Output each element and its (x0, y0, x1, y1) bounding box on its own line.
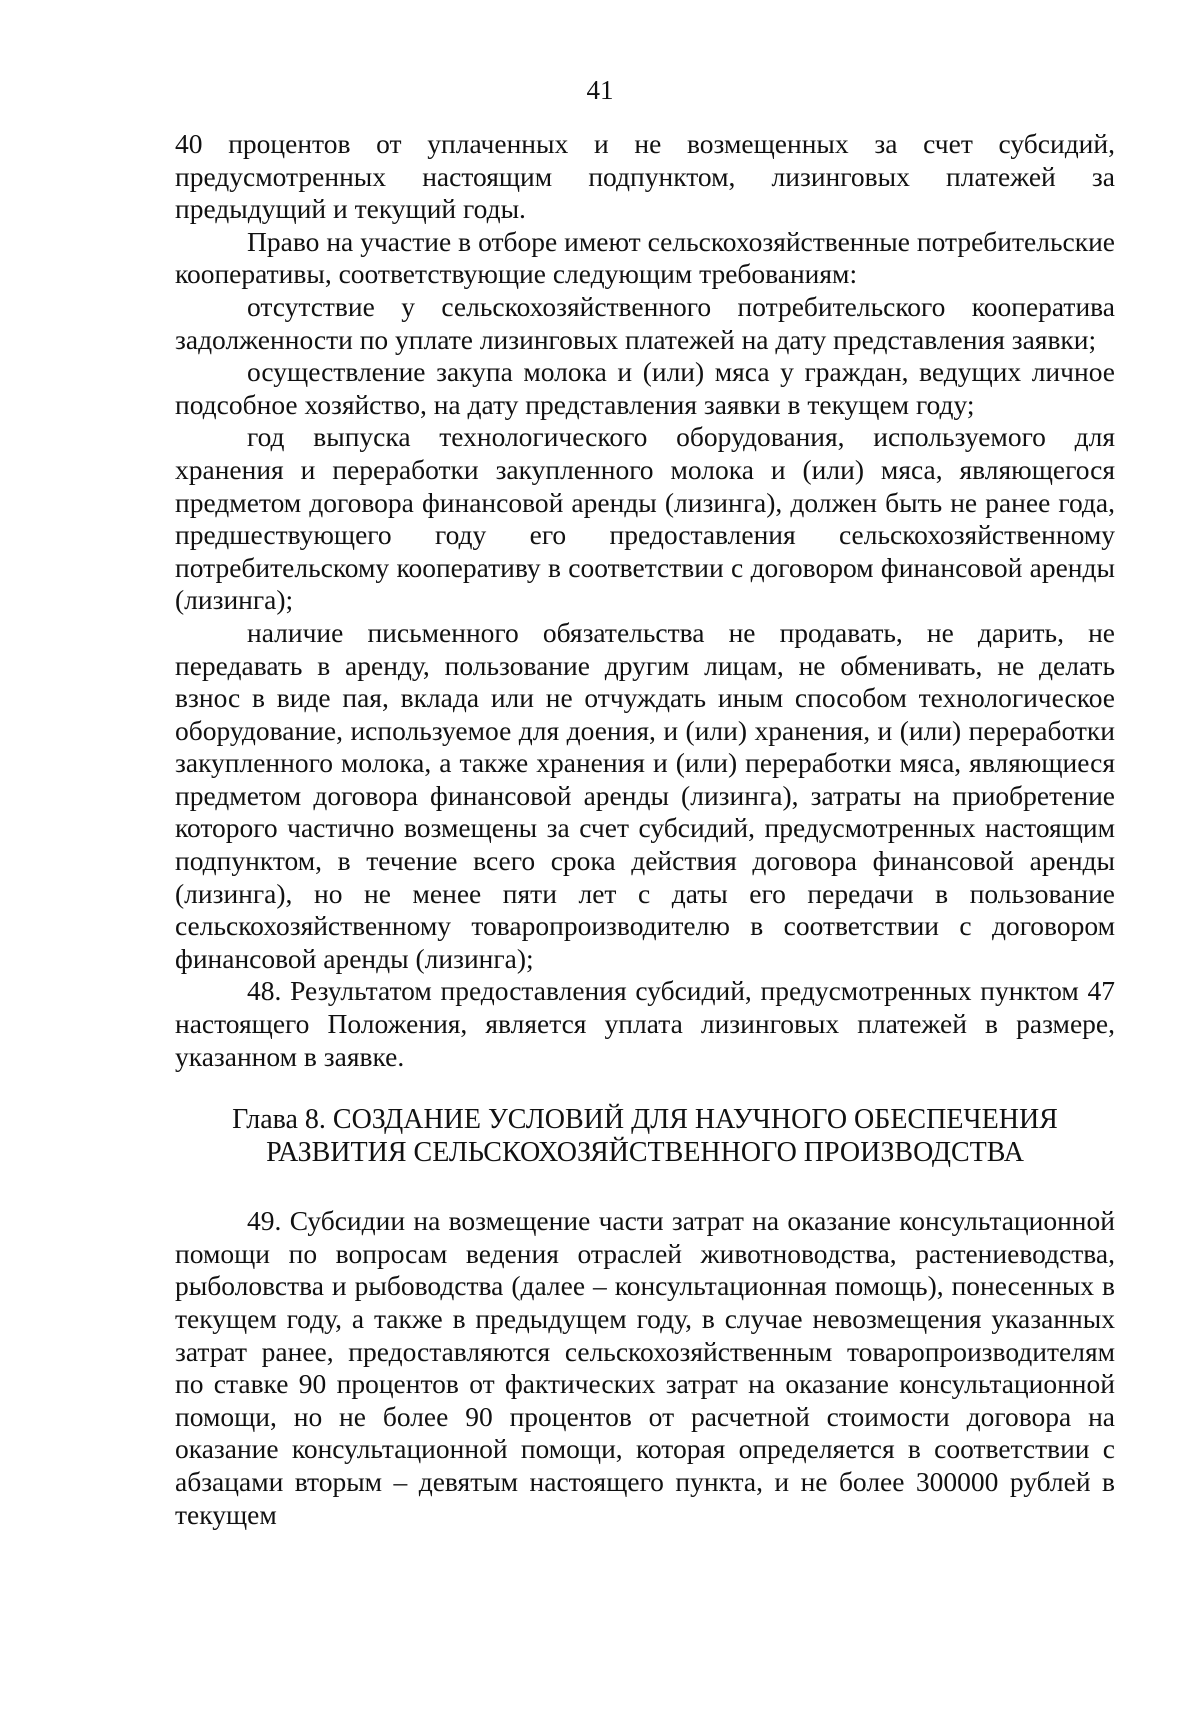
paragraph-eligibility: Право на участие в отборе имеют сельскохозяйственные потребительские кооперативы, соответствующие следующим требованиям: (175, 225, 1115, 290)
paragraph-requirement-obligation: наличие письменного обязательства не продавать, не дарить, не передавать в аренду, пользование другим лицам, не обменивать, не делать взнос в виде пая, вклада или не отчуждать иным способом технологическое оборудование, используемое для доения, и (или) хранения, и (или) переработки закупленного молока, а также хранения и (или) переработки мяса, являющиеся предметом договора финансовой аренды (лизинга), затраты на приобретение которого частично возмещены за счет субсидий, предусмотренных настоящим подпунктом, в течение всего срока действия договора финансовой аренды (лизинга), но не менее пяти лет с даты его передачи в пользование сельскохозяйственному товаропроизводителю в соответствии с договором финансовой аренды (лизинга); (175, 616, 1115, 974)
page-number: 41 (586, 75, 614, 105)
paragraph-requirement-purchase: осуществление закупа молока и (или) мяса у граждан, ведущих личное подсобное хозяйство, на дату представления заявки в текущем году; (175, 356, 1115, 420)
paragraph-requirement-equipment-year: год выпуска технологического оборудования, используемого для хранения и переработки закупленного молока и (или) мяса, являющегося предметом договора финансовой аренды (лизинга), должен быть не ранее года, предшествующего году его предоставления сельскохозяйственному потребительскому кооперативу в соответствии с договором финансовой аренды (лизинга); (175, 421, 1115, 616)
paragraph-49: 49. Субсидии на возмещение части затрат на оказание консультационной помощи по вопросам ведения отраслей животноводства, растениеводства, рыболовства и рыбоводства (далее – консультационная помощь), понесенных в текущем году, а также в предыдущем году, в случае невозмещения указанных затрат ранее, предоставляются сельскохозяйственным товаропроизводителям по ставке 90 процентов от фактических затрат на оказание консультационной помощи, но не более 90 процентов от расчетной стоимости договора на оказание консультационной помощи, которая определяется в соответствии с абзацами вторым – девятым настоящего пункта, и не более 300000 рублей в текущем (175, 1205, 1115, 1530)
chapter-heading-line-2: РАЗВИТИЯ СЕЛЬСКОХОЗЯЙСТВЕННОГО ПРОИЗВОДСТВА (266, 1137, 1024, 1169)
paragraph-continuation: 40 процентов от уплаченных и не возмещенных за счет субсидий, предусмотренных настоящим подпунктом, лизинговых платежей за предыдущий и текущий годы. (175, 128, 1115, 225)
paragraph-48: 48. Результатом предоставления субсидий, предусмотренных пунктом 47 настоящего Положения, является уплата лизинговых платежей в размере, указанном в заявке. (175, 975, 1115, 1072)
document-body (175, 128, 1115, 1531)
chapter-heading-line-1: Глава 8. СОЗДАНИЕ УСЛОВИЙ ДЛЯ НАУЧНОГО ОБЕСПЕЧЕНИЯ (232, 1104, 1058, 1136)
chapter-heading (175, 1103, 1115, 1169)
paragraph-requirement-debt: отсутствие у сельскохозяйственного потребительского кооператива задолженности по уплате лизинговых платежей на дату представления заявки; (175, 290, 1115, 355)
